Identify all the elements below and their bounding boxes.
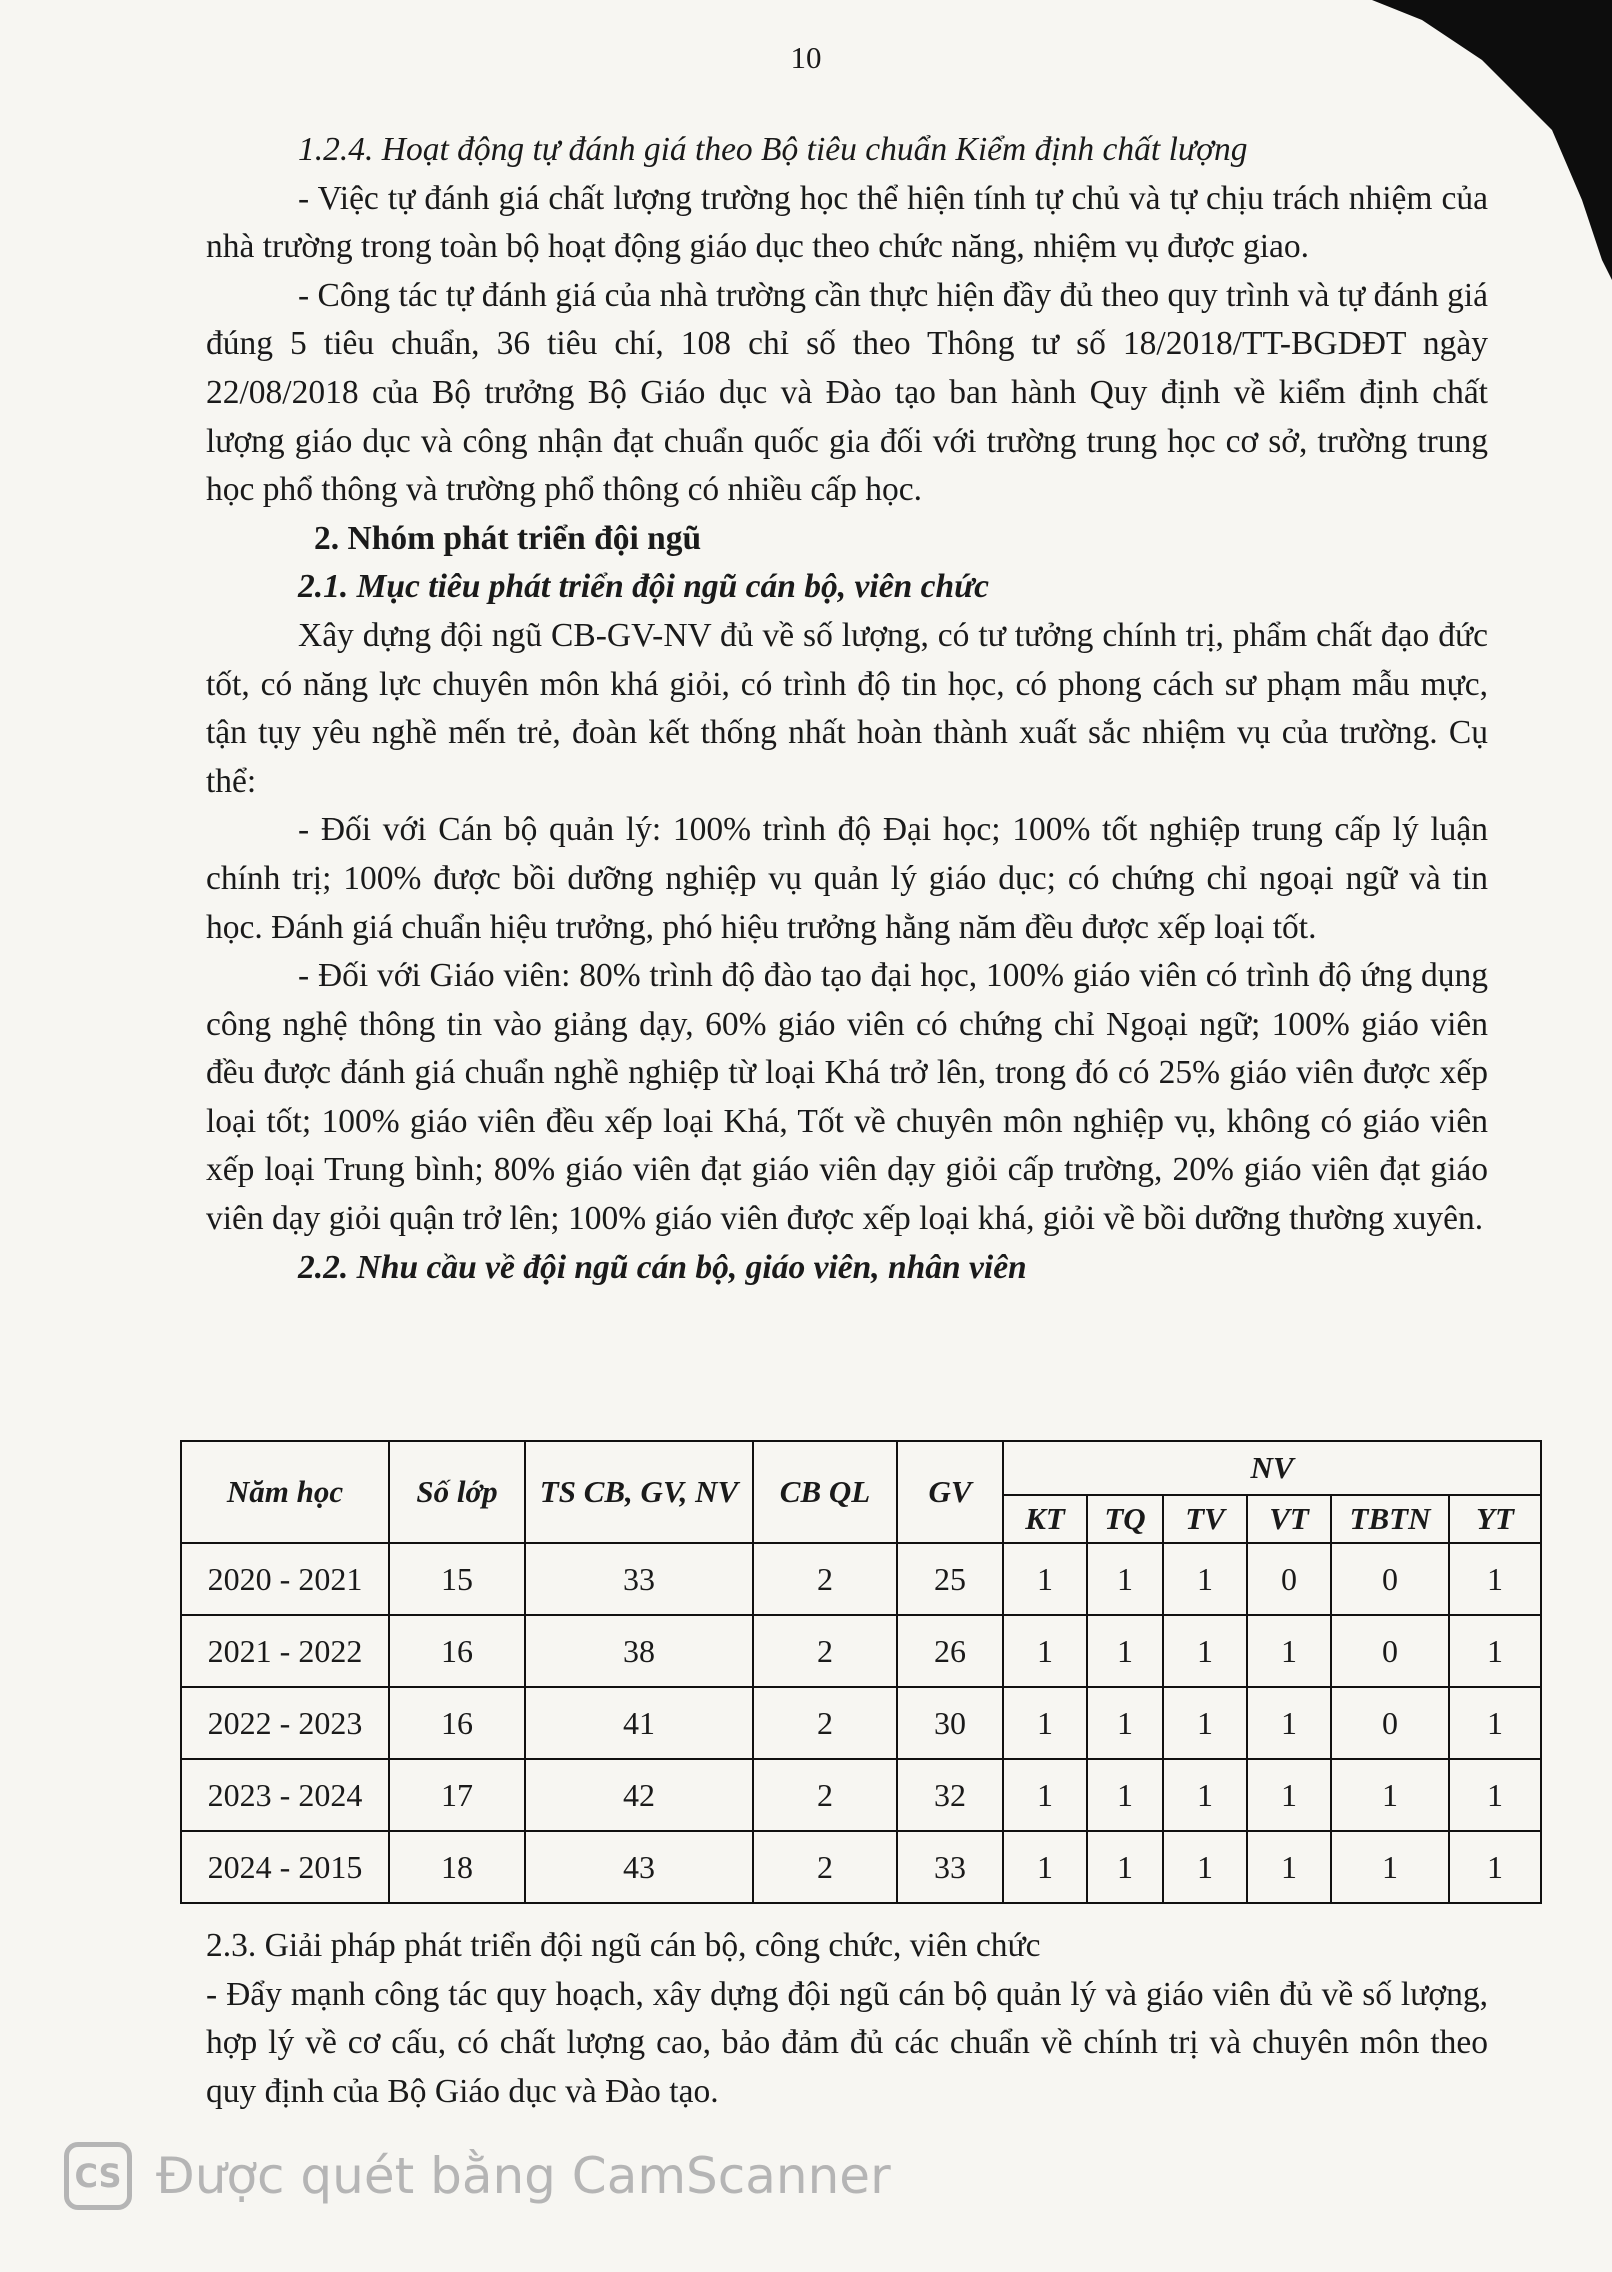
section-2-1-intro: Xây dựng đội ngũ CB-GV-NV đủ về số lượng, có tư tưởng chính trị, phẩm chất đạo đức tốt, có năng lực chuyên môn khá giỏi, có trình độ tin học, có phong cách sư phạm mẫu mực, tận tụy yêu nghề mến trẻ, đoàn kết thống nhất hoàn thành xuất sắc nhiệm vụ của trường. Cụ thể:: [206, 616, 1488, 800]
cell-gv: 30: [897, 1687, 1003, 1759]
cell-tq: 1: [1087, 1543, 1163, 1615]
table-row: [181, 1831, 1541, 1903]
cell-kt: 1: [1003, 1687, 1087, 1759]
cell-so-lop: 16: [389, 1615, 525, 1687]
header-so-lop: Số lớp: [389, 1441, 525, 1543]
cell-kt: 1: [1003, 1759, 1087, 1831]
cell-cbql: 2: [753, 1831, 897, 1903]
header-nv-tbtn: TBTN: [1331, 1495, 1449, 1543]
cell-cbql: 2: [753, 1615, 897, 1687]
cell-tbtn: 0: [1331, 1615, 1449, 1687]
cell-so-lop: 18: [389, 1831, 525, 1903]
table-row: [181, 1615, 1541, 1687]
watermark-text: Được quét bằng CamScanner: [156, 2147, 891, 2205]
cell-cbql: 2: [753, 1687, 897, 1759]
cell-tq: 1: [1087, 1615, 1163, 1687]
cell-gv: 32: [897, 1759, 1003, 1831]
cell-gv: 26: [897, 1615, 1003, 1687]
camscanner-watermark: [64, 2136, 891, 2216]
cell-gv: 25: [897, 1543, 1003, 1615]
cell-tv: 1: [1163, 1543, 1247, 1615]
section-1-2-4-para-2: - Công tác tự đánh giá của nhà trường cần thực hiện đầy đủ theo quy trình và tự đánh giá đúng 5 tiêu chuẩn, 36 tiêu chí, 108 chỉ số theo Thông tư số 18/2018/TT-BGDĐT ngày 22/08/2018 của Bộ trưởng Bộ Giáo dục và Đào tạo ban hành Quy định về kiểm định chất lượng giáo dục và công nhận đạt chuẩn quốc gia đối với trường trung học cơ sở, trường trung học phổ thông và trường phổ thông có nhiều cấp học.: [206, 276, 1488, 509]
cell-cbql: 2: [753, 1543, 897, 1615]
cell-kt: 1: [1003, 1831, 1087, 1903]
cell-tv: 1: [1163, 1687, 1247, 1759]
cell-vt: 1: [1247, 1687, 1331, 1759]
cell-cbql: 2: [753, 1759, 897, 1831]
section-1-2-4-para-1: - Việc tự đánh giá chất lượng trường học thể hiện tính tự chủ và tự chịu trách nhiệm của nhà trường trong toàn bộ hoạt động giáo dục theo chức năng, nhiệm vụ được giao.: [206, 179, 1488, 266]
header-nam-hoc: Năm học: [181, 1441, 389, 1543]
section-2-heading: 2. Nhóm phát triển đội ngũ: [314, 519, 702, 557]
section-1-2-4-heading: 1.2.4. Hoạt động tự đánh giá theo Bộ tiêu chuẩn Kiểm định chất lượng: [298, 131, 1248, 168]
cell-tbtn: 1: [1331, 1759, 1449, 1831]
cell-nam-hoc: 2024 - 2015: [181, 1831, 389, 1903]
table-row: [181, 1543, 1541, 1615]
cell-tbtn: 0: [1331, 1543, 1449, 1615]
header-nv-tq: TQ: [1087, 1495, 1163, 1543]
cell-tv: 1: [1163, 1831, 1247, 1903]
cell-tv: 1: [1163, 1615, 1247, 1687]
cell-nam-hoc: 2020 - 2021: [181, 1543, 389, 1615]
section-2-1-teachers: - Đối với Giáo viên: 80% trình độ đào tạo đại học, 100% giáo viên có trình độ ứng dụng công nghệ thông tin vào giảng dạy, 60% giáo viên có chứng chỉ Ngoại ngữ; 100% giáo viên đều được đánh giá chuẩn nghề nghiệp từ loại Khá trở lên, trong đó có 25% giáo viên được xếp loại tốt; 100% giáo viên đều xếp loại Khá, Tốt về chuyên môn nghiệp vụ, không có giáo viên xếp loại Trung bình; 80% giáo viên đạt giáo viên dạy giỏi cấp trường, 20% giáo viên đạt giáo viên dạy giỏi quận trở lên; 100% giáo viên được xếp loại khá, giỏi về bồi dưỡng thường xuyên.: [206, 957, 1488, 1238]
table-row: [181, 1759, 1541, 1831]
cell-ts: 38: [525, 1615, 753, 1687]
cell-tq: 1: [1087, 1687, 1163, 1759]
cell-kt: 1: [1003, 1543, 1087, 1615]
camscanner-logo-icon: CS: [64, 2142, 132, 2210]
header-nv-yt: YT: [1449, 1495, 1541, 1543]
header-gv: GV: [897, 1441, 1003, 1543]
cell-tbtn: 1: [1331, 1831, 1449, 1903]
cell-nam-hoc: 2022 - 2023: [181, 1687, 389, 1759]
header-nv-vt: VT: [1247, 1495, 1331, 1543]
header-cbql: CB QL: [753, 1441, 897, 1543]
section-2-3-para-1: - Đẩy mạnh công tác quy hoạch, xây dựng đội ngũ cán bộ quản lý và giáo viên đủ về số lượng, hợp lý về cơ cấu, có chất lượng cao, bảo đảm đủ các chuẩn về chính trị và chuyên môn theo quy định của Bộ Giáo dục và Đào tạo.: [206, 1975, 1488, 2110]
cell-yt: 1: [1449, 1759, 1541, 1831]
cell-so-lop: 16: [389, 1687, 525, 1759]
cell-tq: 1: [1087, 1831, 1163, 1903]
cell-tbtn: 0: [1331, 1687, 1449, 1759]
section-2-1-heading: 2.1. Mục tiêu phát triển đội ngũ cán bộ, viên chức: [298, 568, 990, 606]
header-nv-kt: KT: [1003, 1495, 1087, 1543]
cell-kt: 1: [1003, 1615, 1087, 1687]
page-number: 10: [790, 40, 822, 75]
cell-tq: 1: [1087, 1759, 1163, 1831]
main-content: [206, 126, 1488, 1292]
cell-vt: 1: [1247, 1759, 1331, 1831]
cell-yt: 1: [1449, 1687, 1541, 1759]
section-2-3-heading: 2.3. Giải pháp phát triển đội ngũ cán bộ, công chức, viên chức: [206, 1927, 1041, 1964]
cell-gv: 33: [897, 1831, 1003, 1903]
section-2-3: [206, 1922, 1488, 2116]
cell-ts: 33: [525, 1543, 753, 1615]
section-2-1-managers: - Đối với Cán bộ quản lý: 100% trình độ Đại học; 100% tốt nghiệp trung cấp lý luận chính trị; 100% được bồi dưỡng nghiệp vụ quản lý giáo dục; có chứng chỉ ngoại ngữ và tin học. Đánh giá chuẩn hiệu trưởng, phó hiệu trưởng hằng năm đều được xếp loại tốt.: [206, 811, 1488, 946]
cell-yt: 1: [1449, 1615, 1541, 1687]
header-ts: TS CB, GV, NV: [525, 1441, 753, 1543]
header-nv: NV: [1003, 1441, 1541, 1495]
cell-nam-hoc: 2021 - 2022: [181, 1615, 389, 1687]
cell-yt: 1: [1449, 1831, 1541, 1903]
cell-vt: 1: [1247, 1615, 1331, 1687]
staff-table-wrapper: [180, 1440, 1540, 1904]
cell-ts: 41: [525, 1687, 753, 1759]
cell-so-lop: 17: [389, 1759, 525, 1831]
table-row: [181, 1687, 1541, 1759]
section-2-2-heading: 2.2. Nhu cầu về đội ngũ cán bộ, giáo viên, nhân viên: [298, 1248, 1027, 1286]
cell-yt: 1: [1449, 1543, 1541, 1615]
header-nv-tv: TV: [1163, 1495, 1247, 1543]
cell-vt: 0: [1247, 1543, 1331, 1615]
cell-ts: 43: [525, 1831, 753, 1903]
staff-table: [180, 1440, 1542, 1904]
cell-ts: 42: [525, 1759, 753, 1831]
cell-so-lop: 15: [389, 1543, 525, 1615]
cell-nam-hoc: 2023 - 2024: [181, 1759, 389, 1831]
cell-vt: 1: [1247, 1831, 1331, 1903]
cell-tv: 1: [1163, 1759, 1247, 1831]
